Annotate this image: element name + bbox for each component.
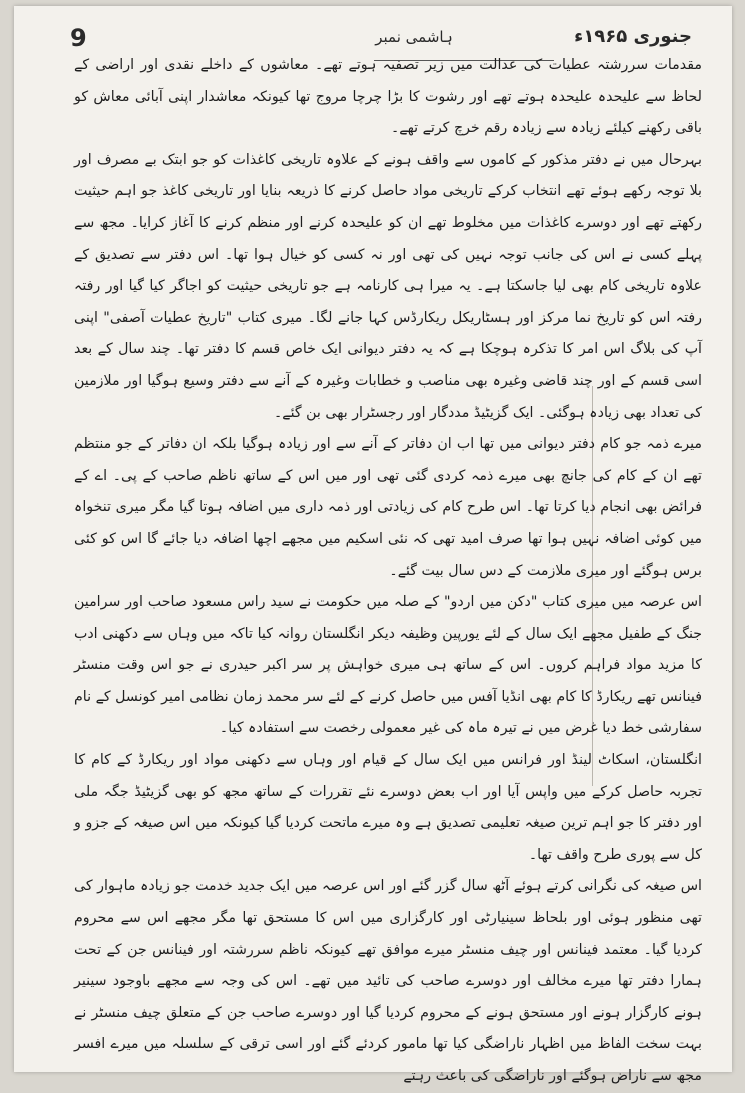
paragraph: میرے ذمہ جو کام دفتر دیوانی میں تھا اب ان دفاتر کے آنے سے اور زیادہ ہوگیا بلکہ ان دفاتر کے جو منتظم تھے ان کے کام کی جانچ بھی میرے ذمہ کردی گئی تھی اور میں اس کے ساتھ ناظم صاحب کے پی۔ اے کے فرائض بھی انجام دیا کرتا تھا۔ اس طرح کام کی زیادتی اور ذمہ داری میں اضافہ ہوتا گیا مگر میری تنخواہ میں کوئی اضافہ نہیں ہوا تھا صرف امید تھی کہ نئی اسکیم میں مجھے اچھا اضافہ دیا جائے گا اس کو کئی برس ہوگئے اور میری ملازمت کے دس سال بیت گئے۔ (74, 436, 702, 579)
handwritten-text-body (74, 50, 702, 1093)
running-title: ہاشمی نمبر (375, 28, 453, 46)
paragraph: اس صیغہ کی نگرانی کرتے ہوئے آٹھ سال گزر گئے اور اس عرصہ میں ایک جدید خدمت جو زیادہ ماہوار کی تھی منظور ہوئی اور بلحاظ سینیارٹی اور کارگزاری میں اس کا مستحق تھا مگر مجھے اس سے محروم کردیا گیا۔ معتمد فینانس اور چیف منسٹر میرے موافق تھے کیونکہ ناظم سررشتہ اور فینانس جن کے تحت ہمارا دفتر تھا میرے مخالف اور دوسرے صاحب کی تائید میں تھے۔ اس کی وجہ سے مجھے باوجود سینیر ہونے کارگزار ہونے اور مستحق ہونے کے محروم کردیا گیا اور دوسرے صاحب جن کے متعلق چیف منسٹر نے بہت سخت الفاظ میں اظہار ناراضگی کیا تھا مامور کردئے گئے اور اسی ترقی کے سلسلہ میں میرے افسر مجھ سے ناراض ہوگئے اور ناراضگی کی باعث رہتے (74, 878, 702, 1084)
document-page (14, 6, 732, 1084)
page-number: 9 (70, 24, 87, 52)
paragraph: انگلستان، اسکاٹ لینڈ اور فرانس میں ایک سال کے قیام اور وہاں سے دکھنی مواد اور ریکارڈ کے کام کا تجربہ حاصل کرکے میں واپس آیا اور اب بعض دوسرے نئے تقررات کے ساتھ مجھ کو بھی گزیٹیڈ جگہ ملی اور دفتر کا جو اہم ترین صیغہ تعلیمی تصدیق ہے وہ میرے ماتحت کردیا گیا کیونکہ میں اس صیغہ کے جزو و کل سے پوری طرح واقف تھا۔ (74, 752, 702, 863)
paragraph: بہرحال میں نے دفتر مذکور کے کاموں سے واقف ہونے کے علاوہ تاریخی کاغذات کو جو ابتک بے مصرف اور بلا توجہ رکھے ہوئے تھے انتخاب کرکے تاریخی مواد حاصل کرنے کا ذریعہ بنایا اور تاریخی کاغذ جو اہم حیثیت رکھتے تھے اور دوسرے کاغذات میں مخلوط تھے ان کو علیحدہ کرنے اور منظم کرنے کا آغاز کرایا۔ مجھ سے پہلے کسی نے اس کی جانب توجہ نہیں کی تھی اور نہ کسی کو خیال ہوا تھا۔ اس دفتر سے تصدیق کے علاوہ تاریخی کام بھی لیا جاسکتا ہے۔ یہ میرا ہی کارنامہ ہے جو تاریخی حیثیت کو اجاگر کیا گیا اور رفتہ رفتہ اس کو تاریخ نما مرکز اور ہسٹاریکل ریکارڈس کہا جانے لگا۔ میری کتاب "تاریخ عطیات آصفی" اپنی آپ کی بلاگ اس امر کا تذکرہ ہوچکا ہے کہ یہ دفتر دیوانی ایک خاص قسم کا دفتر تھا۔ چند سال کے بعد اسی قسم کے اور چند قاضی وغیرہ بھی مناصب و خطابات وغیرہ کے آنے سے دفتر وسیع ہوگیا اور ملازمین کی تعداد بھی زیادہ ہوگئی۔ ایک گزیٹیڈ مددگار اور رجسٹرار بھی بن گئے۔ (74, 151, 702, 421)
issue-date: جنوری ۱۹۶۵ء (574, 26, 692, 47)
paragraph: اس عرصہ میں میری کتاب "دکن میں اردو" کے صلہ میں حکومت نے سید راس مسعود صاحب اور سرامین جنگ کے طفیل مجھے ایک سال کے لئے یورپین وظیفہ دیکر انگلستان روانہ کیا تاکہ میں وہاں سے دکھنی ادب کا مزید مواد فراہم کروں۔ اس کے ساتھ ہی میری خواہش پر سر اکبر حیدری نے جو اس وقت منسٹر فینانس تھے ریکارڈ کا کام بھی انڈیا آفس میں حاصل کرنے کے لئے سر محمد زمان نظامی امیر کونسل کے نام سفارشی خط دیا غرض میں نے تیرہ ماہ کی غیر معمولی رخصت سے استفادہ کیا۔ (74, 594, 702, 737)
paragraph: مقدمات سررشتہ عطیات کی عدالت میں زیر تصفیہ ہوتے تھے۔ معاشوں کے داخلے نقدی اور اراضی کے لحاظ سے علیحدہ علیحدہ ہوتے تھے اور رشوت کا بڑا چرچا مروج تھا کیونکہ معاشدار اپنی آبائی معاش کو باقی رکھنے کیلئے زیادہ سے زیادہ رقم خرچ کرتے تھے۔ (74, 57, 702, 137)
